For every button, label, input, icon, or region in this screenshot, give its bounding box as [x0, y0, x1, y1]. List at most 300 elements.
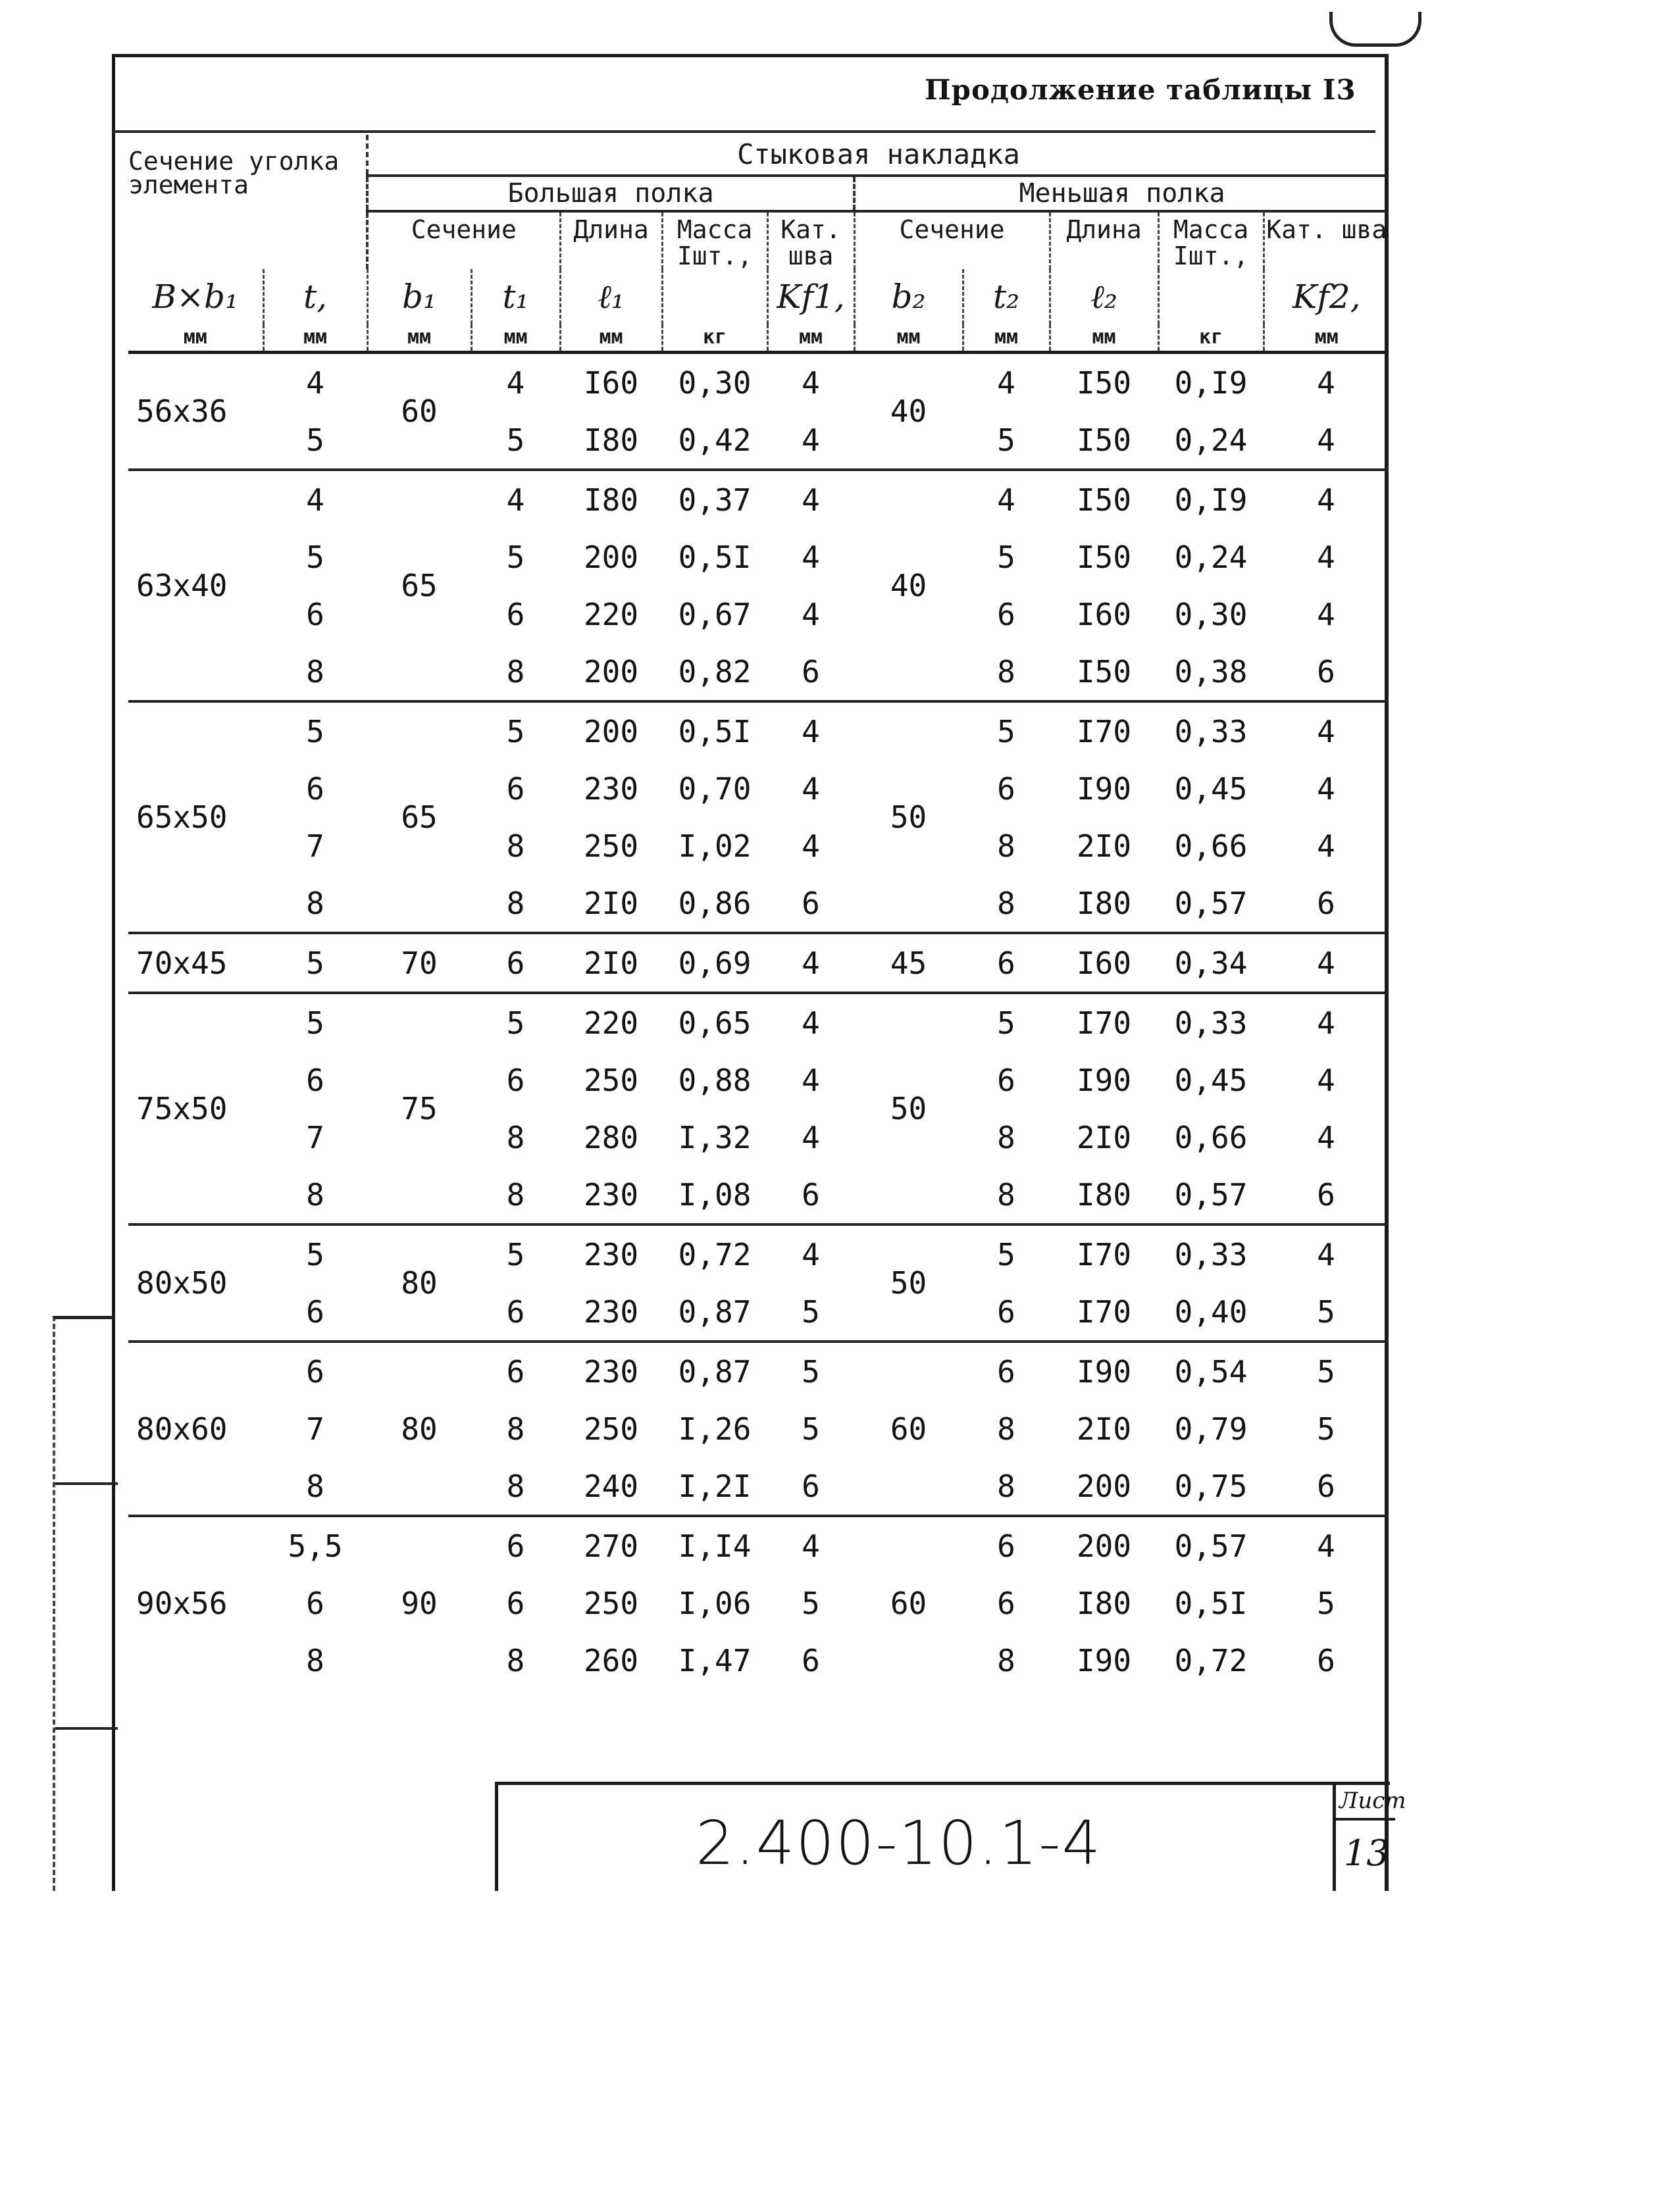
cell-t2: 8	[997, 1642, 1015, 1678]
cell-t2: 4	[963, 470, 1050, 528]
cell-weld1: 6	[802, 1642, 820, 1678]
cell-t1: 6	[506, 770, 525, 807]
cell-weld1: 4	[767, 470, 854, 528]
cell-angle-section: 90x56	[128, 1516, 263, 1689]
cell-t2: 6	[997, 770, 1015, 807]
cell-b2: 50	[854, 701, 963, 933]
cell-weld1: 5	[767, 1342, 854, 1400]
table-row	[128, 760, 1389, 817]
table-row	[128, 643, 1389, 701]
cell-weld1: 4	[802, 1062, 820, 1098]
cell-l2: 2I0	[1076, 1411, 1132, 1447]
cell-mass1: I,06	[678, 1585, 752, 1621]
cell-thickness: 6	[306, 1585, 324, 1621]
cell-t1: 6	[471, 1516, 560, 1574]
cell-mass2: 0,79	[1174, 1411, 1248, 1447]
cell-t2: 8	[997, 653, 1015, 690]
title-rule	[112, 130, 1375, 133]
cell-weld2: 6	[1317, 653, 1335, 690]
cell-l2: I90	[1076, 770, 1132, 807]
cell-weld2: 4	[1317, 422, 1335, 458]
cell-t2: 8	[997, 1468, 1015, 1504]
cell-weld2: 4	[1317, 828, 1335, 864]
header-unit: мм	[471, 324, 560, 353]
cell-t1: 5	[506, 539, 525, 575]
cell-t1: 6	[506, 1294, 525, 1330]
cell-weld2: 4	[1264, 1516, 1389, 1574]
table-row	[128, 874, 1389, 933]
cell-l1: 240	[583, 1468, 639, 1504]
cell-mass1: 0,70	[678, 770, 752, 807]
cell-mass1: I,02	[678, 828, 752, 864]
cell-thickness: 7	[306, 1411, 324, 1447]
cell-weld1: 5	[802, 1294, 820, 1330]
cell-mass2: 0,45	[1174, 1062, 1248, 1098]
cell-weld2: 4	[1317, 596, 1335, 632]
cell-l2: I90	[1076, 1062, 1132, 1098]
cell-weld1: 4	[767, 1224, 854, 1283]
cell-l1: 200	[583, 653, 639, 690]
cell-weld2: 5	[1264, 1342, 1389, 1400]
cell-b2: 50	[854, 993, 963, 1224]
cell-mass2: 0,45	[1174, 770, 1248, 807]
header-unit: мм	[367, 324, 471, 353]
cell-mass2: 0,24	[1174, 539, 1248, 575]
cell-mass1: 0,86	[678, 885, 752, 921]
cell-t1: 8	[506, 653, 525, 690]
cell-l2: I90	[1050, 1342, 1158, 1400]
cell-weld1: 4	[802, 1119, 820, 1155]
title-block	[495, 1782, 1406, 1891]
cell-mass2: 0,57	[1174, 1176, 1248, 1213]
cell-t2: 6	[997, 1585, 1015, 1621]
cell-l2: I90	[1076, 1642, 1132, 1678]
cell-b2: 50	[854, 1224, 963, 1342]
cell-weld1: 4	[767, 993, 854, 1051]
cell-t2: 4	[997, 364, 1015, 401]
header-butt-strap: Стыковая накладка	[367, 135, 1389, 176]
cell-l2: I50	[1076, 653, 1132, 690]
cell-mass2: 0,33	[1158, 993, 1264, 1051]
cell-l1: I80	[560, 470, 662, 528]
table-row	[128, 1283, 1389, 1342]
cell-weld2: 4	[1264, 470, 1389, 528]
cell-weld2: 4	[1264, 701, 1389, 760]
cell-weld2: 6	[1317, 885, 1335, 921]
cell-weld2: 4	[1317, 364, 1335, 401]
cell-weld2: 4	[1317, 539, 1335, 575]
cell-angle-section: 65x50	[128, 701, 263, 933]
cell-t1: 6	[506, 1585, 525, 1621]
cell-thickness: 4	[263, 470, 367, 528]
cell-l2: I50	[1050, 470, 1158, 528]
header-length-small: Длина	[1050, 211, 1158, 269]
cell-weld1: 4	[802, 828, 820, 864]
cell-l2: I80	[1076, 885, 1132, 921]
table-row	[128, 1109, 1389, 1166]
cell-l1: 230	[583, 1294, 639, 1330]
cell-mass1: 0,87	[662, 1342, 767, 1400]
cell-t1: 8	[506, 1411, 525, 1447]
cell-l2: I50	[1076, 422, 1132, 458]
cell-mass2: 0,24	[1174, 422, 1248, 458]
header-section-large: Сечение	[367, 211, 560, 269]
cell-l2: I60	[1050, 933, 1158, 993]
cell-mass2: 0,34	[1158, 933, 1264, 993]
cell-t2: 6	[997, 1062, 1015, 1098]
sheet-box	[1333, 1785, 1406, 1891]
cell-l1: 230	[583, 770, 639, 807]
cell-thickness: 8	[306, 885, 324, 921]
cell-weld1: 4	[802, 596, 820, 632]
cell-l1: 260	[583, 1642, 639, 1678]
cell-b2: 40	[890, 393, 927, 429]
table-row	[128, 933, 1389, 993]
cell-mass2: 0,38	[1174, 653, 1248, 690]
sheet-divider	[1336, 1818, 1395, 1821]
cell-angle-section: 70x45	[128, 933, 263, 993]
cell-b2: 60	[854, 1342, 963, 1516]
cell-thickness: 6	[306, 1294, 324, 1330]
cell-weld2: 5	[1317, 1294, 1335, 1330]
cell-mass2: 0,I9	[1158, 470, 1264, 528]
cell-t2: 5	[963, 701, 1050, 760]
cell-weld1: 6	[802, 653, 820, 690]
cell-l1: 220	[560, 993, 662, 1051]
document-code: 2.400-10.1-4	[696, 1808, 1102, 1878]
cell-weld2: 4	[1264, 1224, 1389, 1283]
cell-b2: 45	[854, 933, 963, 993]
table-row	[128, 993, 1389, 1051]
cell-t1: 4	[506, 364, 525, 401]
table-row	[128, 1574, 1389, 1632]
cell-b1: 80	[367, 1224, 471, 1342]
cell-t1: 8	[506, 1176, 525, 1213]
cell-thickness: 8	[306, 1642, 324, 1678]
cell-thickness: 6	[306, 596, 324, 632]
cell-b1: 65	[367, 701, 471, 933]
cell-t1: 8	[506, 885, 525, 921]
cell-t1: 8	[506, 1642, 525, 1678]
cell-l1: 2I0	[560, 933, 662, 993]
cell-weld2: 4	[1264, 993, 1389, 1051]
cell-t2: 8	[997, 828, 1015, 864]
cell-l1: 250	[583, 1411, 639, 1447]
cell-l2: I50	[1076, 539, 1132, 575]
header-symbol	[1158, 269, 1264, 324]
cell-mass2: 0,30	[1174, 596, 1248, 632]
table-row	[128, 1051, 1389, 1109]
cell-b1: 65	[367, 470, 471, 701]
header-unit: мм	[1264, 324, 1389, 353]
cell-weld1: 4	[767, 701, 854, 760]
cell-weld2: 5	[1317, 1585, 1335, 1621]
header-unit: мм	[560, 324, 662, 353]
cell-l2: I70	[1050, 1224, 1158, 1283]
cell-thickness: 5	[306, 539, 324, 575]
cell-mass1: 0,5I	[678, 539, 752, 575]
cell-weld2: 5	[1317, 1411, 1335, 1447]
cell-mass2: 0,75	[1174, 1468, 1248, 1504]
cell-thickness: 6	[306, 770, 324, 807]
header-symbol: ℓ₁	[560, 269, 662, 324]
cell-l2: I70	[1076, 1294, 1132, 1330]
cell-l1: 220	[583, 596, 639, 632]
cell-weld1: 5	[802, 1411, 820, 1447]
cell-l2: 200	[1076, 1468, 1132, 1504]
cell-mass2: 0,40	[1174, 1294, 1248, 1330]
cell-l1: 230	[560, 1224, 662, 1283]
table-row	[128, 1632, 1389, 1689]
cell-t2: 6	[997, 596, 1015, 632]
header-mass-large: Масса Iшт.,	[662, 211, 767, 269]
cell-l1: 200	[560, 701, 662, 760]
table-row	[128, 1224, 1389, 1283]
cell-weld1: 5	[802, 1585, 820, 1621]
table-row	[128, 1166, 1389, 1224]
cell-t1: 6	[506, 596, 525, 632]
cell-l2: 2I0	[1076, 1119, 1132, 1155]
cell-mass1: 0,69	[662, 933, 767, 993]
table-row	[128, 1516, 1389, 1574]
header-unit: кг	[1158, 324, 1264, 353]
cell-t1: 5	[506, 422, 525, 458]
cell-weld1: 4	[802, 422, 820, 458]
cell-thickness: 5	[306, 422, 324, 458]
cell-t2: 5	[963, 1224, 1050, 1283]
page-number-corner	[1329, 12, 1421, 47]
cell-l2: I80	[1076, 1585, 1132, 1621]
cell-t1: 6	[471, 1342, 560, 1400]
header-unit: мм	[263, 324, 367, 353]
cell-mass2: 0,72	[1174, 1642, 1248, 1678]
cell-t1: 5	[471, 701, 560, 760]
cell-t1: 8	[506, 828, 525, 864]
cell-mass2: 0,57	[1174, 885, 1248, 921]
cell-mass2: 0,66	[1174, 1119, 1248, 1155]
cell-weld2: 6	[1317, 1176, 1335, 1213]
cell-b2: 60	[854, 1516, 963, 1689]
cell-thickness: 8	[306, 1176, 324, 1213]
cell-thickness: 7	[306, 1119, 324, 1155]
cell-weld2: 4	[1317, 770, 1335, 807]
cell-weld1: 4	[802, 770, 820, 807]
header-unit: кг	[662, 324, 767, 353]
cell-weld2: 4	[1317, 1062, 1335, 1098]
cell-mass2: 0,66	[1174, 828, 1248, 864]
cell-angle-section: 80x60	[128, 1342, 263, 1516]
cell-mass1: I,2I	[678, 1468, 752, 1504]
cell-mass2: 0,33	[1158, 1224, 1264, 1283]
header-length-large: Длина	[560, 211, 662, 269]
cell-l2: 2I0	[1076, 828, 1132, 864]
cell-weld2: 4	[1317, 1119, 1335, 1155]
cell-l1: 250	[583, 1585, 639, 1621]
header-symbol: Kf1,	[767, 269, 854, 324]
cell-mass1: 0,5I	[662, 701, 767, 760]
sheet-label: Лист	[1339, 1788, 1406, 1814]
cell-angle-section: 75x50	[128, 993, 263, 1224]
cell-mass2: 0,33	[1158, 701, 1264, 760]
cell-t2: 6	[997, 1294, 1015, 1330]
cell-t2: 6	[963, 1342, 1050, 1400]
cell-l2: I60	[1076, 596, 1132, 632]
cell-t2: 8	[997, 1411, 1015, 1447]
cell-l1: I60	[583, 364, 639, 401]
cell-thickness: 8	[306, 653, 324, 690]
table-row	[128, 353, 1389, 412]
cell-b1: 90	[367, 1516, 471, 1689]
cell-l1: 230	[583, 1176, 639, 1213]
cell-mass1: I,26	[678, 1411, 752, 1447]
header-symbol: B×b₁	[128, 269, 263, 324]
cell-mass2: 0,I9	[1174, 364, 1248, 401]
header-symbol: t,	[263, 269, 367, 324]
cell-t2: 6	[963, 1516, 1050, 1574]
cell-weld1: 4	[802, 539, 820, 575]
cell-thickness: 7	[306, 828, 324, 864]
header-symbol: b₂	[854, 269, 963, 324]
cell-t1: 8	[506, 1468, 525, 1504]
cell-t1: 5	[471, 993, 560, 1051]
cell-l2: I80	[1076, 1176, 1132, 1213]
header-symbol: Kf2,	[1292, 278, 1361, 316]
cell-thickness: 5,5	[263, 1516, 367, 1574]
cell-t2: 5	[963, 993, 1050, 1051]
table-row	[128, 1457, 1389, 1516]
cell-b1: 75	[367, 993, 471, 1224]
cell-t2: 8	[997, 1119, 1015, 1155]
table-row	[128, 470, 1389, 528]
cell-l2: I70	[1050, 701, 1158, 760]
cell-mass1: 0,87	[678, 1294, 752, 1330]
cell-l1: 250	[583, 828, 639, 864]
cell-mass1: 0,42	[678, 422, 752, 458]
cell-l1: 200	[583, 539, 639, 575]
cell-mass1: 0,72	[662, 1224, 767, 1283]
cell-mass1: 0,30	[678, 364, 752, 401]
header-symbol: t₂	[963, 269, 1050, 324]
cell-weld1: 6	[802, 1176, 820, 1213]
cell-t1: 6	[506, 1062, 525, 1098]
header-unit: мм	[767, 324, 854, 353]
cell-mass1: 0,88	[678, 1062, 752, 1098]
table-row	[128, 528, 1389, 586]
cell-weld1: 4	[767, 933, 854, 993]
cell-mass1: 0,37	[662, 470, 767, 528]
header-symbol: b₁	[367, 269, 471, 324]
header-small-flange: Меньшая полка	[854, 176, 1389, 211]
table-row	[128, 817, 1389, 874]
cell-t2: 5	[997, 539, 1015, 575]
cell-l1: 270	[560, 1516, 662, 1574]
cell-mass2: 0,5I	[1174, 1585, 1248, 1621]
cell-weld1: 6	[802, 885, 820, 921]
cell-l1: 280	[583, 1119, 639, 1155]
table-row	[128, 586, 1389, 643]
cell-mass1: I,I4	[662, 1516, 767, 1574]
header-unit: мм	[963, 324, 1050, 353]
cell-mass2: 0,54	[1158, 1342, 1264, 1400]
cell-weld1: 4	[802, 364, 820, 401]
cell-mass1: I,32	[678, 1119, 752, 1155]
cell-l2: I70	[1050, 993, 1158, 1051]
cell-thickness: 5	[263, 701, 367, 760]
cell-weld2: 6	[1317, 1468, 1335, 1504]
cell-b1: 80	[367, 1342, 471, 1516]
cell-l1: 230	[560, 1342, 662, 1400]
cell-weld2: 6	[1317, 1642, 1335, 1678]
table-row	[128, 411, 1389, 470]
cell-weld1: 6	[802, 1468, 820, 1504]
table-row	[128, 1342, 1389, 1400]
header-unit: мм	[854, 324, 963, 353]
table-row	[128, 701, 1389, 760]
header-symbol: t₁	[471, 269, 560, 324]
weld-strap-table	[128, 135, 1389, 1689]
header-weld-large: Кат. шва	[767, 211, 854, 269]
cell-weld2: 4	[1264, 933, 1389, 993]
header-symbol: ℓ₂	[1050, 269, 1158, 324]
cell-mass1: I,47	[678, 1642, 752, 1678]
cell-b1: 70	[367, 933, 471, 993]
cell-b1: 60	[401, 393, 438, 429]
cell-t2: 8	[997, 885, 1015, 921]
header-section-small: Сечение	[854, 211, 1050, 269]
cell-thickness: 6	[306, 1062, 324, 1098]
cell-t2: 8	[997, 1176, 1015, 1213]
cell-b2: 40	[854, 470, 963, 701]
cell-t1: 8	[506, 1119, 525, 1155]
cell-mass1: 0,65	[662, 993, 767, 1051]
header-mass-small: Масса Iшт.,	[1158, 211, 1264, 269]
cell-mass1: 0,67	[678, 596, 752, 632]
header-weld-small: Кат. шва	[1266, 215, 1387, 244]
cell-thickness: 6	[263, 1342, 367, 1400]
sheet-number: 13	[1344, 1832, 1389, 1874]
cell-thickness: 4	[306, 364, 324, 401]
cell-l1: I80	[583, 422, 639, 458]
cell-angle-section: 63x40	[128, 470, 263, 701]
cell-t1: 4	[471, 470, 560, 528]
cell-thickness: 5	[263, 1224, 367, 1283]
cell-l2: I50	[1076, 364, 1132, 401]
cell-mass2: 0,57	[1158, 1516, 1264, 1574]
cell-thickness: 5	[263, 993, 367, 1051]
cell-thickness: 8	[306, 1468, 324, 1504]
cell-mass1: 0,82	[678, 653, 752, 690]
cell-weld1: 4	[767, 1516, 854, 1574]
binding-margin-strip	[53, 1316, 115, 1891]
cell-mass1: I,08	[678, 1176, 752, 1213]
cell-t1: 5	[471, 1224, 560, 1283]
cell-l1: 2I0	[583, 885, 639, 921]
cell-t2: 5	[997, 422, 1015, 458]
header-large-flange: Большая полка	[367, 176, 854, 211]
cell-t2: 6	[963, 933, 1050, 993]
header-unit: мм	[1050, 324, 1158, 353]
margin-divider	[55, 1727, 118, 1730]
cell-thickness: 5	[263, 933, 367, 993]
header-section-column: Сечение уголка элемента	[128, 135, 367, 269]
margin-divider	[55, 1482, 118, 1485]
cell-t1: 6	[471, 933, 560, 993]
header-symbol	[662, 269, 767, 324]
cell-l1: 250	[583, 1062, 639, 1098]
table-continuation-title: Продолжение таблицы I3	[925, 74, 1356, 106]
table-row	[128, 1400, 1389, 1457]
cell-angle-section: 56x36	[136, 393, 228, 429]
